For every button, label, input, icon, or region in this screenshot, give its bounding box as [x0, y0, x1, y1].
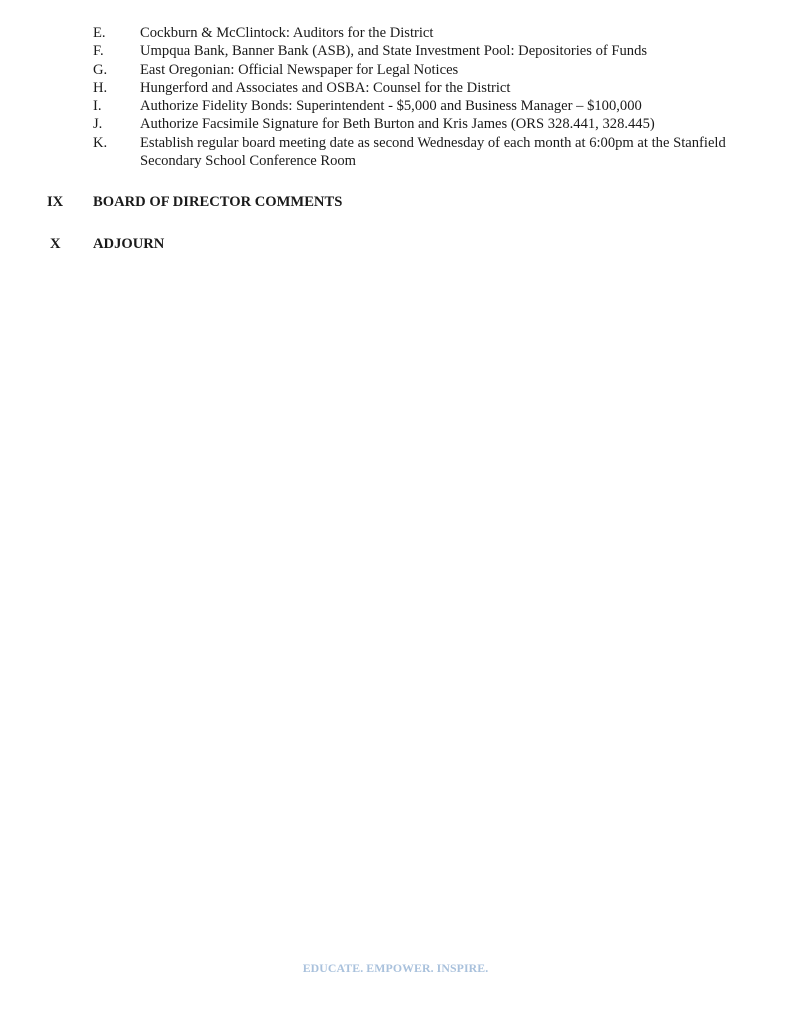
subitem-text: Authorize Facsimile Signature for Beth Burton and Kris James (ORS 328.441, 328.445) — [140, 116, 655, 133]
subitem-letter: E. — [93, 25, 106, 41]
subitem-text: Umpqua Bank, Banner Bank (ASB), and State Investment Pool: Depositories of Funds — [140, 43, 648, 60]
section-title: ADJOURN — [93, 236, 165, 252]
section-number: IX — [47, 194, 64, 210]
subitem-text: Cockburn & McClintock: Auditors for the District — [140, 25, 434, 41]
subitem-letter: J. — [93, 116, 103, 133]
agenda-subitem-k — [0, 134, 791, 171]
section-number: X — [50, 236, 61, 252]
subitem-letter: G. — [93, 61, 108, 78]
agenda-subitem-list — [0, 24, 791, 170]
subitem-letter: F. — [93, 43, 104, 60]
agenda-subitem-i — [0, 97, 791, 115]
subitem-letter: H. — [93, 79, 108, 96]
agenda-subitem-j — [0, 115, 791, 133]
agenda-subitem-h — [0, 79, 791, 97]
subitem-text: Hungerford and Associates and OSBA: Counsel for the District — [140, 79, 511, 96]
subitem-letter: K. — [93, 134, 108, 151]
subitem-letter: I. — [93, 98, 102, 115]
subitem-text: Authorize Fidelity Bonds: Superintendent - $5,000 and Business Manager – $100,000 — [140, 98, 642, 115]
agenda-subitem-f — [0, 42, 791, 60]
section-title: BOARD OF DIRECTOR COMMENTS — [93, 194, 343, 210]
subitem-text: East Oregonian: Official Newspaper for Legal Notices — [140, 61, 459, 78]
footer-tagline: EDUCATE. EMPOWER. INSPIRE. — [302, 961, 489, 975]
agenda-subitem-e — [0, 24, 791, 42]
subitem-text: Establish regular board meeting date as second Wednesday of each month at 6:00pm at the Stanfield Secondary School Conference Room — [140, 134, 726, 170]
agenda-subitem-g — [0, 61, 791, 79]
